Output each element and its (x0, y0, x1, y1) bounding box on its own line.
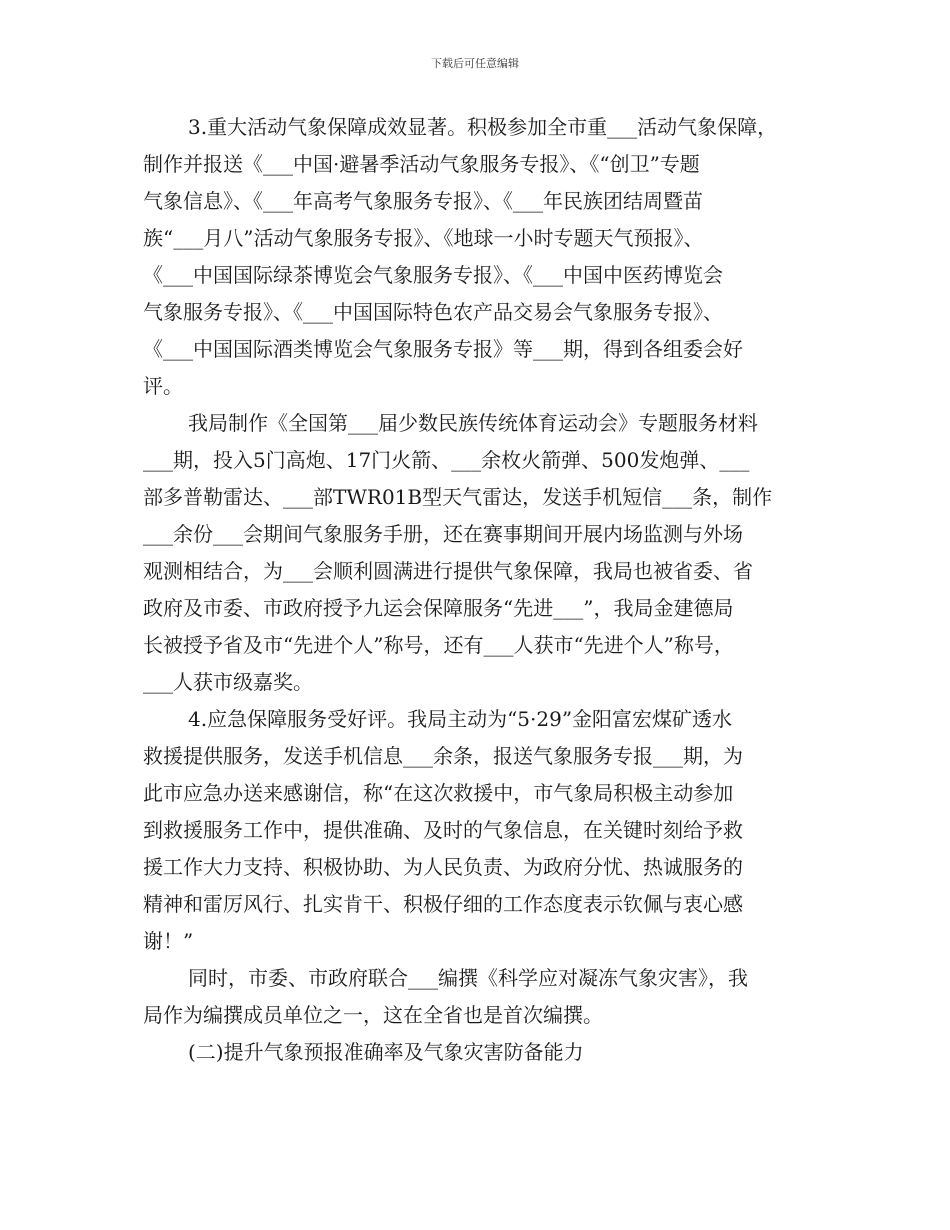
text-line: ___人获市级嘉奖。 (143, 670, 313, 694)
section-heading: (二)提升气象预报准确率及气象灾害防备能力 (188, 1040, 584, 1064)
text-line: 局作为编撰成员单位之一，这在全省也是首次编撰。 (143, 1003, 603, 1027)
text-line: 族“___月八”活动气象服务专报》、《地球一小时专题天气预报》、 (143, 226, 704, 250)
text-line: 政府及市委、市政府授予九运会保障服务“先进___”，我局金建德局 (143, 596, 734, 620)
text-line: ___期，投入5门高炮、17门火箭、___余枚火箭弹、500发炮弹、___ (143, 448, 750, 472)
page-header: 下载后可任意编辑 (431, 57, 519, 70)
text-line: 部多普勒雷达、___部TWR01B型天气雷达，发送手机短信___条，制作 (143, 485, 773, 509)
text-line: 3.重大活动气象保障成效显著。积极参加全市重___活动气象保障， (188, 115, 778, 139)
text-line: 《___中国国际酒类博览会气象服务专报》等___期，得到各组委会好 (143, 337, 743, 361)
text-line: 精神和雷厉风行、扎实肯干、积极仔细的工作态度表示钦佩与衷心感 (143, 892, 743, 916)
text-line: 长被授予省及市“先进个人”称号，还有___人获市“先进个人”称号， (143, 633, 734, 657)
text-line: ___余份___会期间气象服务手册，还在赛事期间开展内场监测与外场 (143, 522, 743, 546)
text-line: 我局制作《全国第___届少数民族传统体育运动会》专题服务材料 (188, 411, 758, 435)
text-line: 同时，市委、市政府联合___编撰《科学应对凝冻气象灾害》，我 (188, 966, 748, 990)
text-line: 救援提供服务，发送手机信息___余条，报送气象服务专报___期，为 (143, 744, 743, 768)
text-line: 评。 (143, 374, 183, 398)
text-line: 制作并报送《___中国·避暑季活动气象服务专报》、《“创卫”专题 (143, 152, 700, 176)
text-line: 4.应急保障服务受好评。我局主动为“5·29”金阳富宏煤矿透水 (188, 707, 733, 731)
text-line: 援工作大力支持、积极协助、为人民负责、为政府分忧、热诚服务的 (143, 855, 743, 879)
text-line: 谢！” (143, 929, 194, 953)
text-line: 观测相结合，为___会顺利圆满进行提供气象保障，我局也被省委、省 (143, 559, 753, 583)
text-line: 此市应急办送来感谢信，称“在这次救援中，市气象局积极主动参加 (143, 781, 734, 805)
text-line: 气象服务专报》、《___中国国际特色农产品交易会气象服务专报》、 (143, 300, 723, 324)
text-line: 气象信息》、《___年高考气象服务专报》、《___年民族团结周暨苗 (143, 189, 703, 213)
text-line: 《___中国国际绿茶博览会气象服务专报》、《___中国中医药博览会 (143, 263, 723, 287)
text-line: 到救援服务工作中，提供准确、及时的气象信息，在关键时刻给予救 (143, 818, 743, 842)
